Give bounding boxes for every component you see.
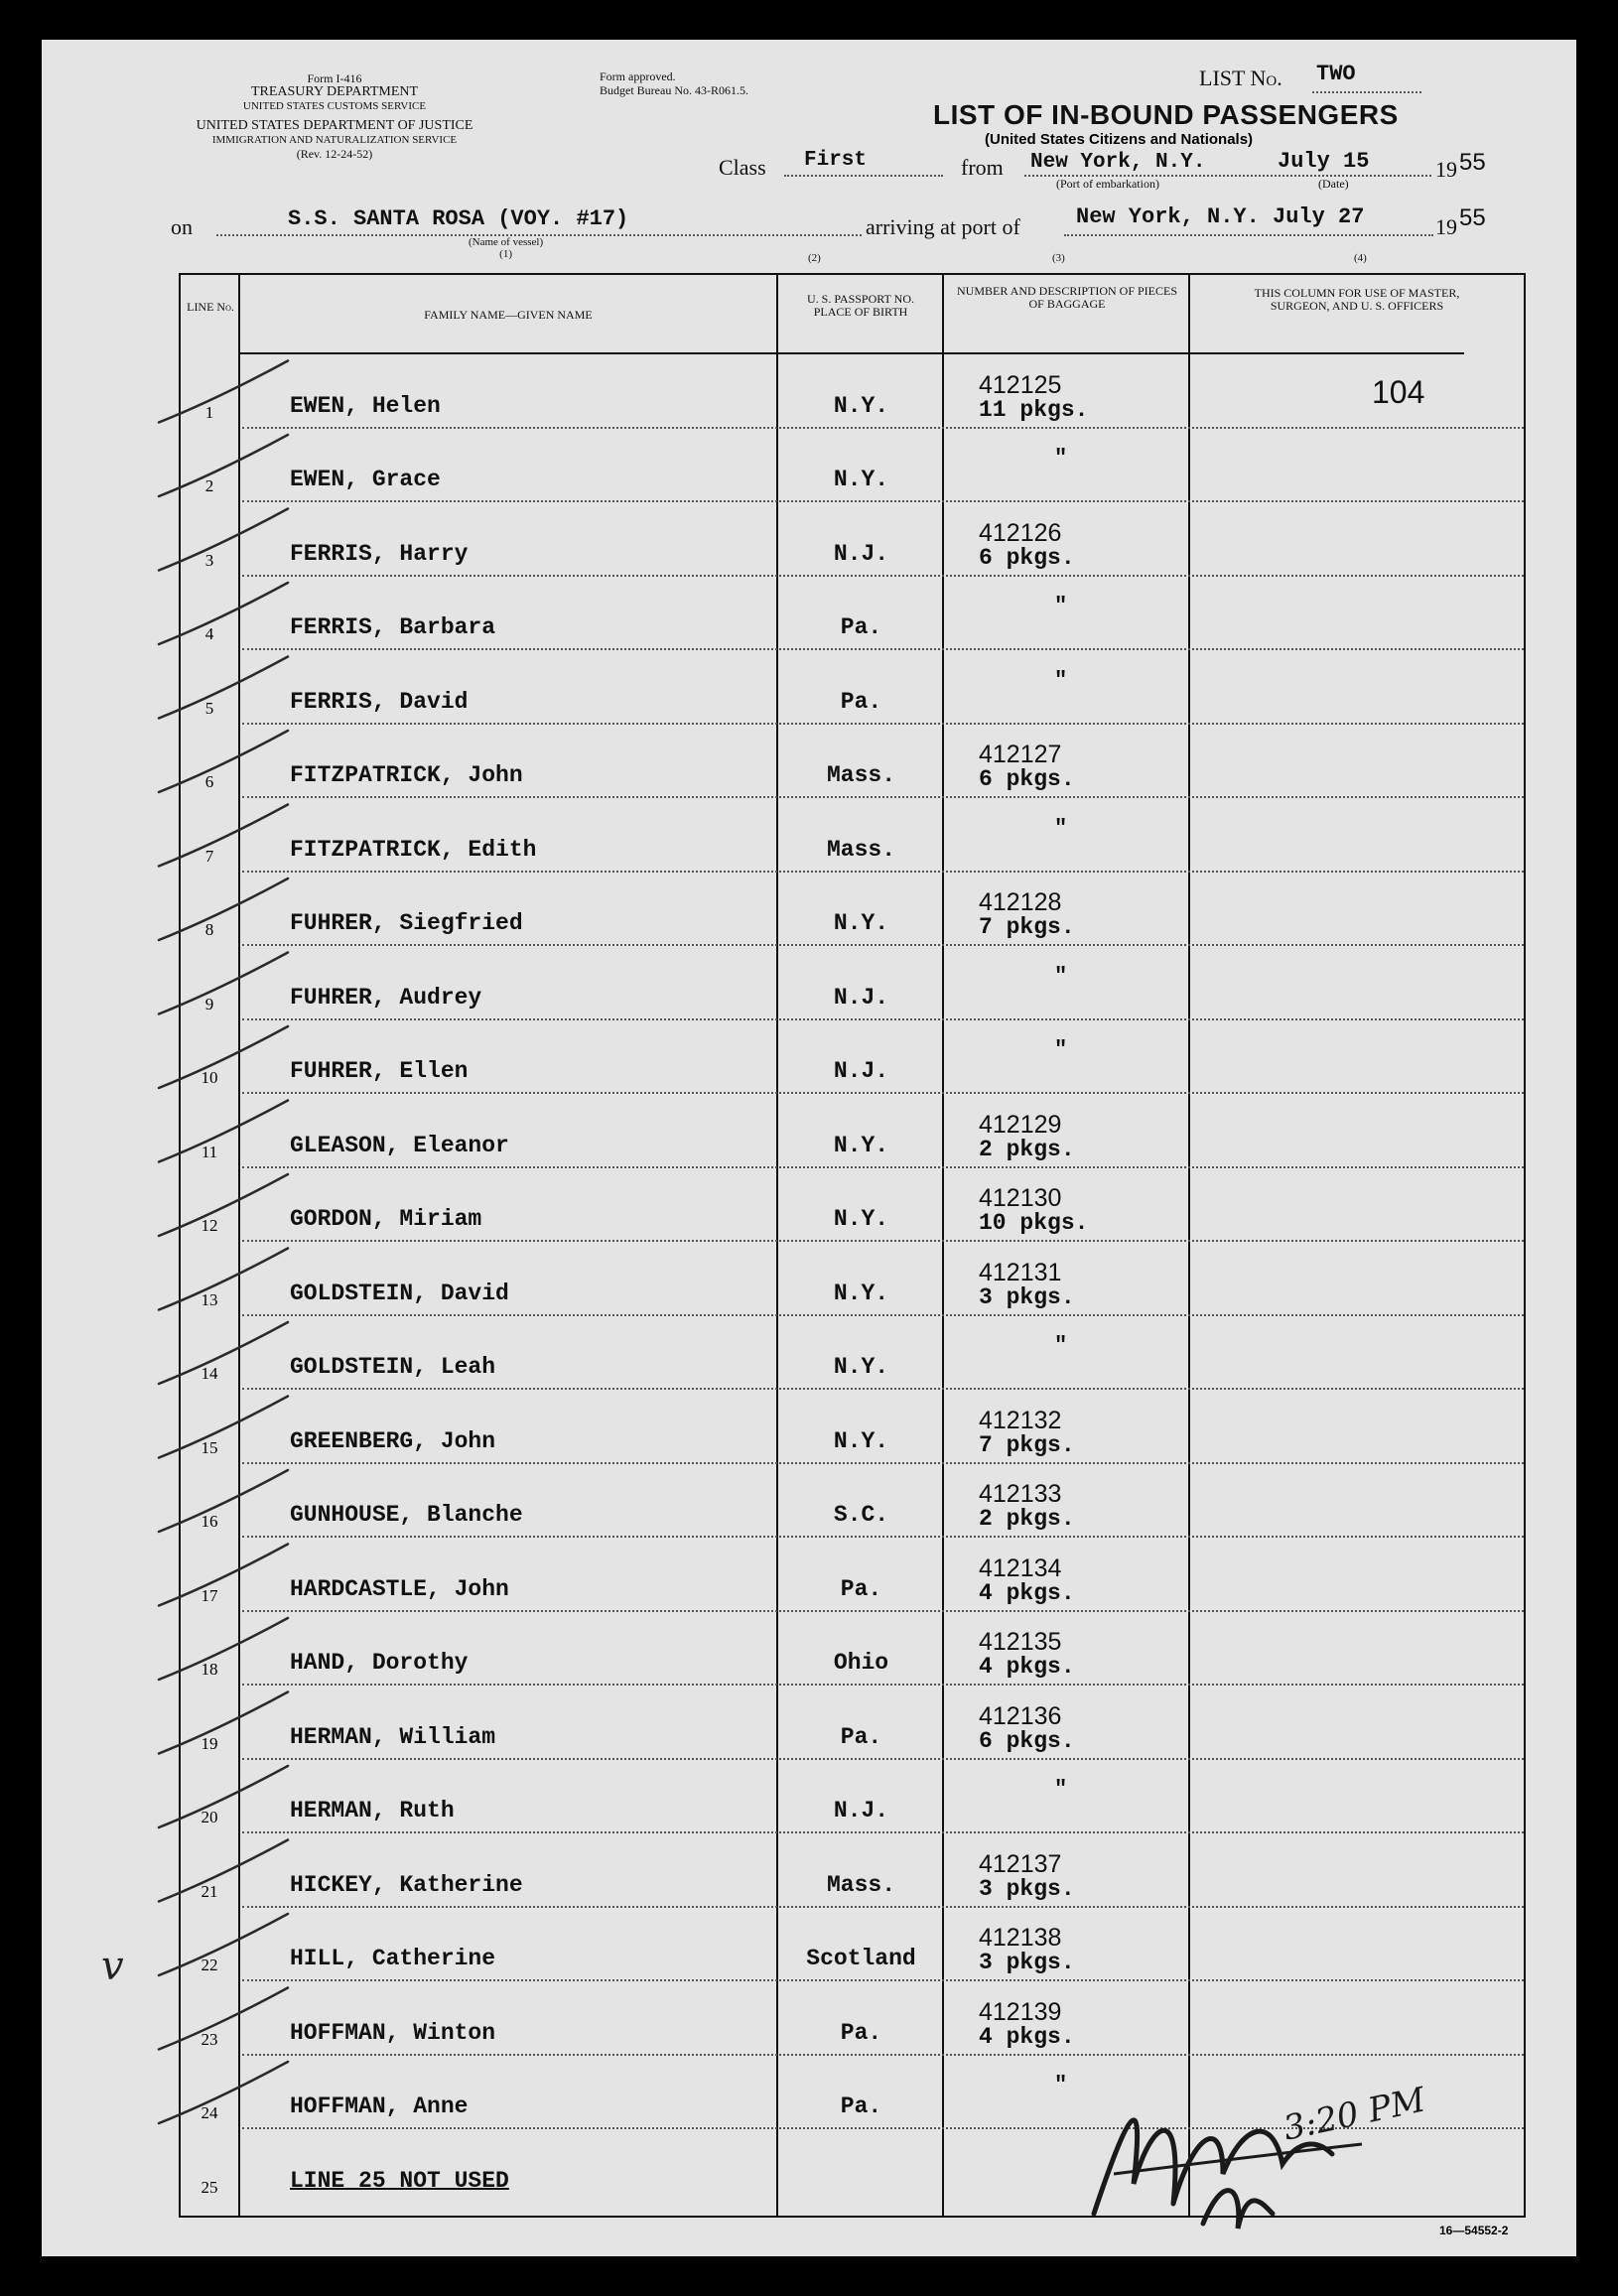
passenger-name: EWEN, Grace [290,467,441,492]
baggage-number: 412131 [979,1258,1062,1286]
baggage-number: 412125 [979,370,1062,399]
table-row [181,1538,1524,1612]
baggage-description: 10 pkgs. [979,1210,1089,1236]
baggage-description: 11 pkgs. [979,396,1089,423]
place-of-birth: N.J. [833,984,889,1011]
on-label: on [171,214,193,239]
passenger-name: HILL, Catherine [290,1946,496,1971]
line-number: 24 [201,2103,218,2122]
ditto-mark: " [1054,594,1068,618]
list-number-label: LIST No. [1199,66,1282,90]
caption-2: (2) [808,252,821,264]
table-row [181,1760,1524,1834]
arriving-line [1064,234,1433,236]
embark-date-value: July 15 [1278,149,1370,174]
baggage-cell [979,1186,1088,1236]
baggage-number: 412138 [979,1924,1062,1952]
baggage-number: 412129 [979,1110,1062,1139]
passenger-name: FUHRER, Audrey [290,984,482,1011]
baggage-description: 3 pkgs. [979,1950,1075,1975]
line-number: 23 [201,2029,218,2049]
table-row [181,429,1524,503]
caption-4: (4) [1354,252,1367,264]
place-of-birth: N.Y. [833,1427,889,1454]
baggage-cell [979,1553,1075,1606]
line-number: 3 [204,550,214,570]
table-row [181,1686,1524,1760]
list-number-value: TWO [1316,62,1356,86]
caption-3: (3) [1052,252,1065,264]
table-row [181,1168,1524,1243]
table-row [181,1020,1524,1095]
baggage-description: 6 pkgs. [979,766,1075,792]
place-of-birth: N.Y. [833,1354,889,1380]
line-number: 17 [201,1585,218,1605]
passenger-name: GUNHOUSE, Blanche [290,1502,523,1528]
baggage-cell [979,1926,1075,1975]
line-number: 14 [201,1364,218,1383]
table-row [181,946,1524,1020]
passenger-name: FERRIS, Barbara [290,614,496,640]
place-of-birth: Pa. [840,614,882,640]
line-number: 11 [201,1142,218,1161]
form-approved: Form approved. [600,69,676,83]
line-number: 10 [201,1068,218,1087]
form-number: Form I-416 [307,71,362,85]
table-row [181,577,1524,651]
document-page [42,40,1576,2256]
form-title: LIST OF IN-BOUND PASSENGERS [933,99,1399,130]
line-number: 2 [204,476,214,495]
baggage-number: 412139 [979,1997,1062,2026]
line-number: 19 [201,1733,218,1753]
table-row [181,798,1524,873]
passenger-name: FERRIS, David [290,688,469,715]
ditto-mark: " [1054,2073,1068,2097]
baggage-description: 7 pkgs. [979,914,1075,940]
baggage-description: 4 pkgs. [979,1654,1075,1680]
place-of-birth: N.Y. [833,392,889,419]
place-of-birth: Mass. [826,836,895,863]
baggage-number: 412133 [979,1480,1062,1508]
baggage-cell [979,370,1089,423]
col-header-passport: U. S. PASSPORT NO. PLACE OF BIRTH [807,292,914,319]
passenger-name: GORDON, Miriam [290,1206,482,1232]
table-row [181,873,1524,947]
place-of-birth: N.J. [833,1798,889,1823]
dept-justice: UNITED STATES DEPARTMENT OF JUSTICE [196,118,473,133]
line-number: 25 [201,2177,218,2197]
ditto-mark: " [1054,963,1068,989]
signature-time: 3:20 PM [1280,2080,1429,2149]
budget-bureau: Budget Bureau No. 43-R061.5. [600,83,748,97]
place-of-birth: Scotland [806,1946,916,1971]
col-header-name: FAMILY NAME—GIVEN NAME [424,308,593,322]
passenger-table [179,273,1526,2218]
place-of-birth: S.C. [833,1502,889,1528]
baggage-number: 412134 [979,1553,1062,1582]
passenger-name: HARDCASTLE, John [290,1575,509,1602]
table-row [181,1612,1524,1687]
table-row [181,725,1524,799]
baggage-number: 412135 [979,1628,1062,1656]
port-embarkation-caption: (Port of embarkation) [1056,177,1159,191]
line-number: 15 [201,1437,218,1457]
baggage-description: 4 pkgs. [979,2023,1075,2050]
baggage-cell [979,1997,1075,2050]
passenger-name: FUHRER, Siegfried [290,910,523,936]
place-of-birth: N.Y. [833,1132,889,1158]
baggage-description: 6 pkgs. [979,544,1075,571]
vessel-value: S.S. SANTA ROSA (VOY. #17) [288,206,629,231]
class-label: Class [719,155,766,180]
line-number: 13 [201,1289,218,1309]
ditto-mark: " [1054,1333,1068,1358]
list-number-line [1312,91,1421,93]
line-number: 21 [201,1881,218,1901]
table-row [181,1390,1524,1464]
baggage-number: 412137 [979,1849,1062,1878]
place-of-birth: Pa. [840,2093,882,2119]
baggage-number: 412128 [979,888,1062,916]
ditto-mark: " [1054,1037,1068,1062]
baggage-description: 7 pkgs. [979,1431,1075,1458]
passenger-name: HERMAN, Ruth [290,1798,455,1823]
passenger-name: GLEASON, Eleanor [290,1132,509,1158]
passenger-name: EWEN, Helen [290,392,441,419]
baggage-cell [979,890,1075,940]
caption-1: (1) [499,248,512,260]
baggage-cell [979,518,1075,571]
class-line [784,175,943,177]
form-agencies [171,71,498,161]
margin-mark: v [101,1944,124,1989]
line-number: 16 [201,1512,218,1531]
place-of-birth: N.Y. [833,910,889,936]
baggage-cell [979,1258,1075,1310]
baggage-cell [979,1701,1075,1754]
baggage-description: 4 pkgs. [979,1579,1075,1606]
place-of-birth: Pa. [840,1723,882,1750]
date-caption: (Date) [1318,177,1349,191]
arriving-value: New York, N.Y. July 27 [1076,204,1365,229]
table-row [181,354,1524,429]
ditto-mark: " [1054,1777,1068,1802]
from-value: New York, N.Y. [1030,151,1206,174]
passenger-name: FITZPATRICK, John [290,762,523,788]
baggage-description: 2 pkgs. [979,1506,1075,1532]
table-row [181,1908,1524,1982]
baggage-number: 412126 [979,518,1062,547]
col-header-line: LINE No. [187,300,234,314]
baggage-description: 6 pkgs. [979,1727,1075,1754]
form-revision: (Rev. 12-24-52) [296,147,373,161]
baggage-cell [979,1482,1075,1532]
ditto-mark: " [1054,815,1068,841]
baggage-description: 2 pkgs. [979,1136,1075,1162]
line-number: 6 [204,772,214,791]
arriving-label: arriving at port of [866,214,1020,239]
year-prefix: 19 [1435,157,1457,182]
passenger-name: GREENBERG, John [290,1427,496,1454]
dept-customs: UNITED STATES CUSTOMS SERVICE [242,100,427,112]
passenger-name: FERRIS, Harry [290,540,469,567]
table-row [181,1981,1524,2056]
baggage-cell [979,1406,1075,1458]
baggage-cell [979,743,1075,792]
dept-immigration: IMMIGRATION AND NATURALIZATION SERVICE [211,134,458,146]
passenger-name: FUHRER, Ellen [290,1058,469,1084]
baggage-number: 412127 [979,741,1062,768]
footer-code: 16—54552-2 [1439,2224,1509,2237]
ditto-mark: " [1054,667,1068,693]
place-of-birth: Pa. [840,1575,882,1602]
table-row [181,502,1524,577]
line-number: 4 [204,624,214,643]
arriving-year-value: 55 [1459,204,1486,231]
col-header-officers: THIS COLUMN FOR USE OF MASTER, SURGEON, AND U. S. OFFICERS [1254,286,1460,313]
passenger-name: HOFFMAN, Winton [290,2019,496,2046]
place-of-birth: N.J. [833,540,889,567]
line-number: 12 [201,1216,218,1235]
line-number: 5 [204,698,214,718]
baggage-number: 412136 [979,1701,1062,1730]
passenger-name: HOFFMAN, Anne [290,2093,469,2119]
line-number: 20 [201,1808,218,1826]
place-of-birth: Mass. [826,1871,895,1898]
col-header-baggage: NUMBER AND DESCRIPTION OF PIECES OF BAGGAGE [956,284,1178,311]
arriving-year-prefix: 19 [1435,214,1457,239]
dept-treasury: TREASURY DEPARTMENT [250,84,419,99]
baggage-description: 3 pkgs. [979,1875,1075,1902]
table-row [181,1833,1524,1908]
place-of-birth: Pa. [840,2019,882,2046]
baggage-description: 3 pkgs. [979,1283,1075,1310]
passenger-name: GOLDSTEIN, Leah [290,1354,496,1380]
ditto-mark: " [1054,446,1068,471]
line-number: 8 [204,920,214,939]
passenger-name: LINE 25 NOT USED [290,2167,509,2194]
form-approval [600,69,748,97]
form-subtitle: (United States Citizens and Nationals) [985,131,1254,148]
place-of-birth: Ohio [833,1650,889,1676]
passenger-name: GOLDSTEIN, David [290,1280,509,1306]
place-of-birth: N.Y. [833,1280,889,1306]
line-number: 7 [204,846,214,866]
passenger-name: FITZPATRICK, Edith [290,836,537,863]
baggage-cell [979,1630,1075,1680]
place-of-birth: Pa. [840,688,882,715]
place-of-birth: N.J. [833,1058,889,1084]
table-row [181,650,1524,725]
table-row [181,1094,1524,1168]
passenger-name: HAND, Dorothy [290,1650,469,1676]
baggage-cell [979,1849,1075,1902]
place-of-birth: Mass. [826,762,895,788]
from-label: from [961,155,1004,180]
line-number: 9 [204,994,214,1013]
vessel-caption [469,236,543,260]
officer-note: 104 [1372,373,1425,410]
table-row [181,1242,1524,1316]
class-value: First [804,149,868,172]
passenger-name: HERMAN, William [290,1723,496,1750]
baggage-number: 412130 [979,1184,1062,1212]
place-of-birth: N.Y. [833,467,889,492]
baggage-number: 412132 [979,1406,1062,1434]
line-number: 22 [201,1956,218,1974]
vessel-caption-text: (Name of vessel) [469,236,544,248]
table-row [181,1464,1524,1539]
place-of-birth: N.Y. [833,1206,889,1232]
line-number: 1 [204,402,214,422]
baggage-cell [979,1110,1075,1162]
line-number: 18 [201,1660,218,1679]
year-value: 55 [1459,149,1486,176]
passenger-name: HICKEY, Katherine [290,1871,523,1898]
table-row [181,1316,1524,1391]
